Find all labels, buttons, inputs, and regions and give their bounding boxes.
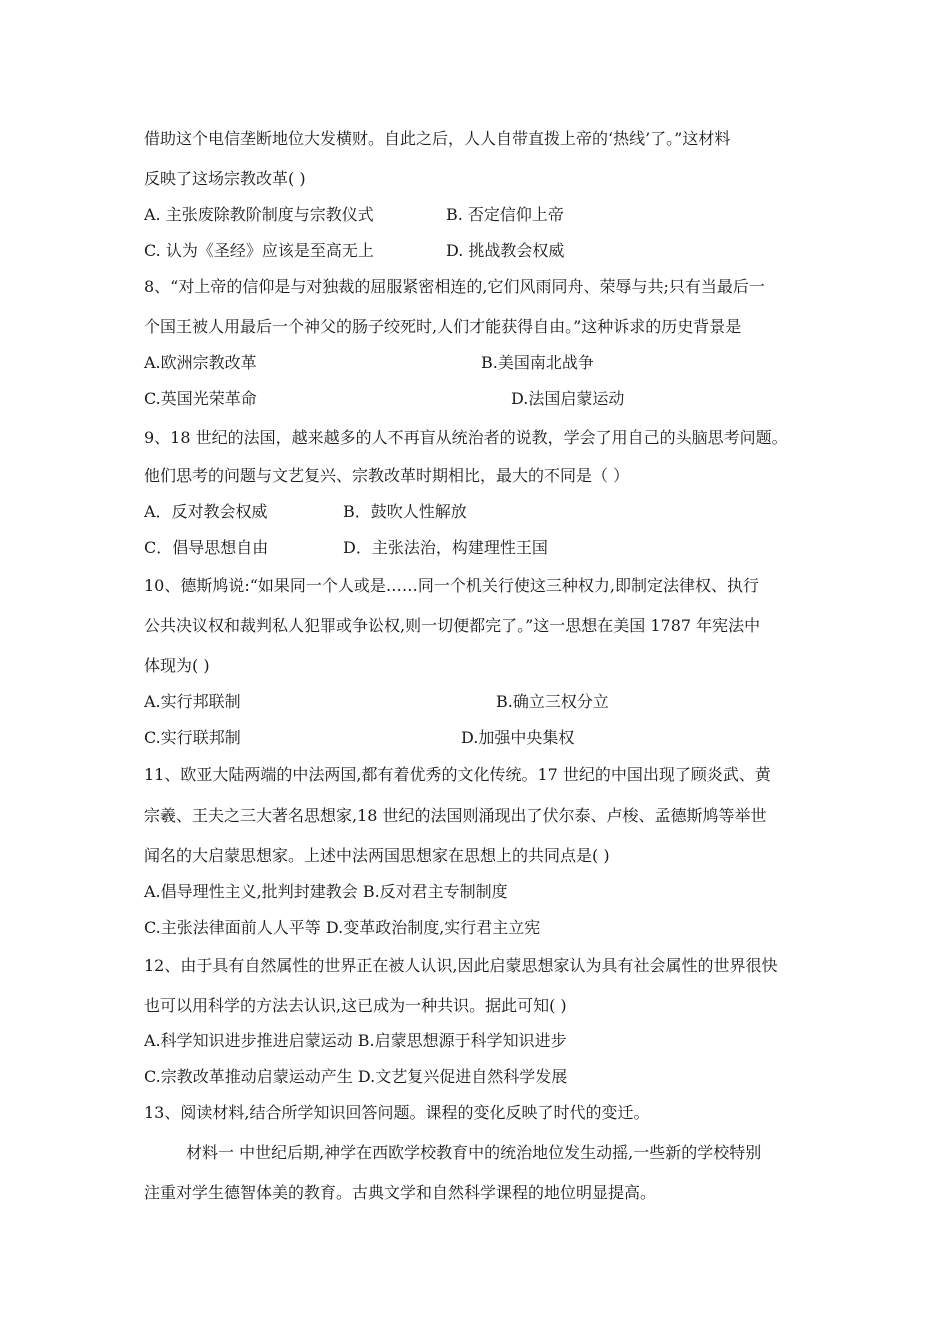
q9-stem-line-1: 9、18 世纪的法国，越来越多的人不再盲从统治者的说教，学会了用自己的头脑思考问题。: [144, 428, 788, 447]
q7-option-d[interactable]: D. 挑战教会权威: [446, 241, 565, 260]
q10-option-b[interactable]: B.确立三权分立: [496, 692, 609, 711]
q11-options-line-2[interactable]: C.主张法律面前人人平等 D.变革政治制度,实行君主立宪: [144, 918, 541, 937]
q9-option-c[interactable]: C．倡导思想自由: [144, 538, 269, 557]
q9-stem-line-2: 他们思考的问题与文艺复兴、宗教改革时期相比，最大的不同是（ ）: [144, 466, 630, 485]
q9-option-b[interactable]: B．鼓吹人性解放: [343, 502, 467, 521]
q10-stem-line-2: 公共决议权和裁判私人犯罪或争讼权,则一切便都完了。”这一思想在美国 1787 年宪法中: [144, 616, 761, 635]
q7-option-c[interactable]: C. 认为《圣经》应该是至高无上: [144, 241, 374, 260]
q9-option-d[interactable]: D．主张法治，构建理性王国: [343, 538, 548, 557]
q13-stem-line-1: 13、阅读材料,结合所学知识回答问题。课程的变化反映了时代的变迁。: [144, 1103, 650, 1122]
q7-stem-line-2: 反映了这场宗教改革( ): [144, 169, 306, 188]
q11-stem-line-1: 11、欧亚大陆两端的中法两国,都有着优秀的文化传统。17 世纪的中国出现了顾炎武、黄: [144, 765, 771, 784]
q8-option-b[interactable]: B.美国南北战争: [481, 353, 594, 372]
q11-stem-line-3: 闻名的大启蒙思想家。上述中法两国思想家在思想上的共同点是( ): [144, 846, 610, 865]
q7-stem-line-1: 借助这个电信垄断地位大发横财。自此之后，人人自带直拨上帝的‘热线’了。”这材料: [144, 129, 731, 148]
q12-options-line-2[interactable]: C.宗教改革推动启蒙运动产生 D.文艺复兴促进自然科学发展: [144, 1067, 568, 1086]
q10-option-a[interactable]: A.实行邦联制: [144, 692, 241, 711]
q12-options-line-1[interactable]: A.科学知识进步推进启蒙运动 B.启蒙思想源于科学知识进步: [144, 1031, 567, 1050]
q10-stem-line-3: 体现为( ): [144, 656, 210, 675]
q10-stem-line-1: 10、德斯鸠说:“如果同一个人或是……同一个机关行使这三种权力,即制定法律权、执行: [144, 576, 760, 595]
q13-material-line-1: 材料一 中世纪后期,神学在西欧学校教育中的统治地位发生动摇,一些新的学校特别: [186, 1143, 762, 1162]
q12-stem-line-1: 12、由于具有自然属性的世界正在被人认识,因此启蒙思想家认为具有社会属性的世界很快: [144, 956, 778, 975]
q8-option-a[interactable]: A.欧洲宗教改革: [144, 353, 257, 372]
q8-stem-line-1: 8、“对上帝的信仰是与对独裁的屈服紧密相连的,它们风雨同舟、荣辱与共;只有当最后一: [144, 277, 765, 296]
q11-options-line-1[interactable]: A.倡导理性主义,批判封建教会 B.反对君主专制制度: [144, 882, 508, 901]
q7-option-b[interactable]: B. 否定信仰上帝: [446, 205, 564, 224]
q12-stem-line-2: 也可以用科学的方法去认识,这已成为一种共识。据此可知( ): [144, 996, 567, 1015]
q10-option-c[interactable]: C.实行联邦制: [144, 728, 241, 747]
q11-stem-line-2: 宗羲、王夫之三大著名思想家,18 世纪的法国则涌现出了伏尔泰、卢梭、孟德斯鸠等举世: [144, 806, 767, 825]
q13-material-line-2: 注重对学生德智体美的教育。古典文学和自然科学课程的地位明显提高。: [144, 1183, 657, 1202]
q8-option-c[interactable]: C.英国光荣革命: [144, 389, 257, 408]
q9-option-a[interactable]: A．反对教会权威: [144, 502, 268, 521]
q8-option-d[interactable]: D.法国启蒙运动: [511, 389, 625, 408]
q10-option-d[interactable]: D.加强中央集权: [461, 728, 575, 747]
q7-option-a[interactable]: A. 主张废除教阶制度与宗教仪式: [144, 205, 374, 224]
q8-stem-line-2: 个国王被人用最后一个神父的肠子绞死时,人们才能获得自由。”这种诉求的历史背景是: [144, 317, 742, 336]
